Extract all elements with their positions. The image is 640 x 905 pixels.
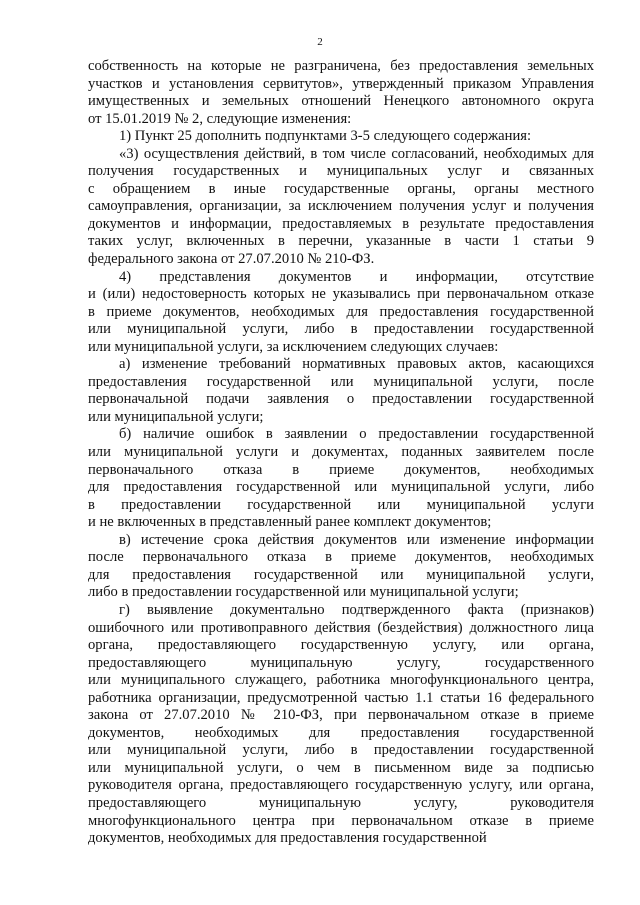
text-line: или муниципальной услуги, либо в предоставлении государственной	[88, 742, 594, 759]
text-line: или муниципальной услуги, либо в предоставлении государственной	[88, 321, 594, 338]
text-line: и не включенных в представленный ранее комплект документов;	[88, 514, 492, 531]
text-line: для предоставления государственной или муниципальной услуги,	[88, 566, 594, 583]
text-line: предоставляющего муниципальную услугу, государственного	[88, 654, 594, 671]
text-line: с обращением в иные государственные органы, органы местного	[88, 180, 594, 197]
text-line: органа, предоставляющего государственную услугу, или органа,	[88, 637, 594, 654]
paragraph	[88, 269, 594, 357]
text-line: ошибочного или противоправного действия (бездействия) должностного лица	[88, 619, 594, 636]
text-line: или муниципальной услуги, о чем в письменном виде за подписью	[88, 759, 594, 776]
text-line: или муниципальной услуги, за исключением следующих случаев:	[88, 338, 499, 355]
text-line: первоначального отказа в приеме документов, необходимых	[88, 461, 594, 478]
text-line: в приеме документов, необходимых для предоставления государственной	[88, 303, 594, 320]
text-line: а) изменение требований нормативных правовых актов, касающихся	[119, 356, 594, 373]
text-line: г) выявление документально подтвержденного факта (признаков)	[119, 601, 594, 618]
text-line: документов, необходимых для предоставления государственной	[88, 830, 487, 847]
text-line: федерального закона от 27.07.2010 № 210-ФЗ.	[88, 251, 375, 268]
text-line: от 15.01.2019 № 2, следующие изменения:	[88, 110, 352, 127]
paragraph	[88, 128, 594, 146]
paragraph	[88, 356, 594, 426]
paragraph	[88, 146, 594, 269]
text-line: многофункционального центра при первоначальном отказе в приеме	[88, 812, 594, 829]
text-line: для предоставления государственной или муниципальной услуги, либо	[88, 479, 594, 496]
text-line: получения государственных и муниципальных услуг и связанных	[88, 163, 594, 180]
text-line: в предоставлении государственной или муниципальной услуги	[88, 496, 594, 513]
text-line: «3) осуществления действий, в том числе согласований, необходимых для	[119, 145, 594, 162]
text-line: 1) Пункт 25 дополнить подпунктами 3-5 следующего содержания:	[119, 128, 532, 145]
text-line: после первоначального отказа в приеме документов, необходимых	[88, 549, 594, 566]
text-line: 4) представления документов и информации, отсутствие	[119, 268, 594, 285]
text-line: таких услуг, включенных в перечни, указанные в части 1 статьи 9	[88, 233, 594, 250]
paragraph	[88, 602, 594, 848]
text-line: документов и информации, предоставляемых в результате предоставления	[88, 215, 594, 232]
text-line: руководителя органа, предоставляющего государственную услугу, или органа,	[88, 777, 594, 794]
text-line: имущественных и земельных отношений Ненецкого автономного округа	[88, 93, 594, 110]
document-body	[88, 58, 594, 848]
text-line: предоставления государственной или муниципальной услуги, после	[88, 373, 594, 390]
text-line: или муниципального служащего, работника многофункционального центра,	[88, 672, 594, 689]
text-line: б) наличие ошибок в заявлении о предоставлении государственной	[119, 426, 594, 443]
paragraph	[88, 532, 594, 602]
text-line: работника организации, предусмотренной частью 1.1 статьи 16 федерального	[88, 689, 594, 706]
page-number: 2	[317, 36, 323, 48]
text-line: закона от 27.07.2010 № 210-ФЗ, при первоначальном отказе в приеме	[88, 707, 594, 724]
text-line: собственность на которые не разграничена, без предоставления земельных	[88, 58, 594, 74]
text-line: самоуправления, организации, за исключением получения услуг и получения	[88, 198, 594, 215]
text-line: в) истечение срока действия документов или изменение информации	[119, 531, 594, 548]
text-line: предоставляющего муниципальную услугу, руководителя	[88, 794, 594, 811]
text-line: первоначальной подачи заявления о предоставлении государственной	[88, 391, 594, 408]
paragraph	[88, 426, 594, 531]
text-line: либо в предоставлении государственной или муниципальной услуги;	[88, 584, 519, 601]
text-line: или муниципальной услуги и документах, поданных заявителем после	[88, 444, 594, 461]
text-line: участков и установления сервитутов», утвержденный приказом Управления	[88, 75, 594, 92]
text-line: или муниципальной услуги;	[88, 408, 264, 425]
text-line: документов, необходимых для предоставления государственной	[88, 724, 594, 741]
text-line: и (или) недостоверность которых не указывались при первоначальном отказе	[88, 286, 594, 303]
paragraph	[88, 58, 594, 128]
